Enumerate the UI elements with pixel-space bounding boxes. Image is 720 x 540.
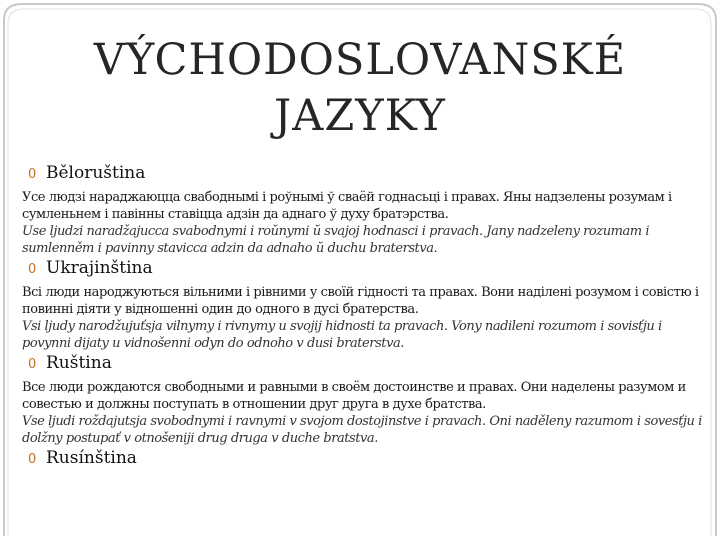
belarusian-cyrillic: Усе людзі нараджаюцца свабоднымі і роўнымі ў сваёй годнасьці і правах. Яны надзелены розумам і сумленьнем і павінны ставіцца адзін да аднаго ў духу братэрства. [22,190,672,222]
heading-text: Běloruština [46,163,146,183]
russian-cyrillic: Все люди рождаются свободными и равными в своём достоинстве и правах. Они наделены разумом и совестью и должны поступать в отношении друг друга в духе братства. [22,380,686,412]
heading-rusyn [28,447,702,471]
title-line-2: JAZYKY [274,91,446,141]
bullet-icon: 0 [28,167,37,182]
title-line-1: VÝCHODOSLOVANSKÉ [93,35,627,85]
bullet-icon: 0 [28,357,37,372]
russian-latin: Vse ljudi roždajutsja svobodnymi i ravnymi v svojom dostojinstve i pravach. Oni naděleny razumom i sovesťju i dolžny postupať v otnošeniji drug druga v duche bratstva. [22,414,702,446]
heading-text: Ukrajinština [46,258,153,278]
ukrainian-cyrillic: Всі люди народжуються вільними і рівними у своїй гідності та правах. Вони наділені розумом і совістю і повинні діяти у відношенні один до одного в дусі братерства. [22,285,699,317]
content [22,162,702,471]
bullet-icon: 0 [28,262,37,277]
heading-belarusian [28,162,702,186]
slide-title [0,32,720,144]
ukrainian-latin: Vsi ljudy narodžujuťsja vilnymy i rivnymy u svojij hidnosti ta pravach. Vony nadileni rozumom i sovisťju i povynni dijaty u vidnošenni odyn do odnoho v dusi braterstva. [22,319,662,351]
heading-text: Ruština [46,353,112,373]
belarusian-latin: Use ljudzi naradžajucca svabodnymi i roŭnymi ŭ svajoj hodnasci i pravach. Jany nadzeleny rozumam i sumlenněm i pavinny stavicca adzin da adnaho ŭ duchu braterstva. [22,224,650,256]
bullet-icon: 0 [28,452,37,467]
heading-russian [28,352,702,376]
heading-ukrainian [28,257,702,281]
heading-text: Rusínština [46,448,137,468]
